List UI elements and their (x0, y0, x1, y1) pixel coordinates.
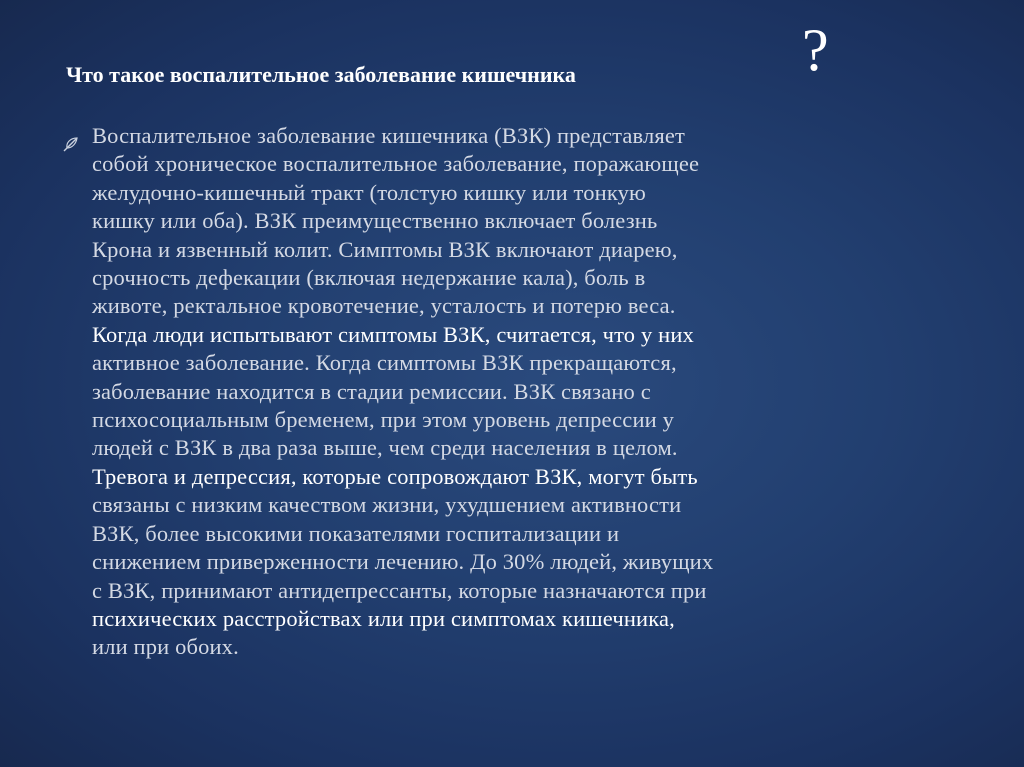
feather-bullet-icon (62, 135, 80, 153)
body-line: связаны с низким качеством жизни, ухудшением активности (92, 492, 682, 518)
body-line: психосоциальным бременем, при этом уровень депрессии у (92, 407, 675, 433)
body-line: психических расстройствах или при симптомах кишечника, (92, 605, 675, 631)
slide-body-text (92, 122, 922, 662)
body-line: кишку или оба). ВЗК преимущественно включает болезнь (92, 208, 658, 234)
body-line: Воспалительное заболевание кишечника (ВЗК) представляет (92, 123, 685, 148)
body-line: желудочно-кишечный тракт (толстую кишку или тонкую (92, 179, 646, 205)
body-line: собой хроническое воспалительное заболевание, поражающее (92, 151, 700, 177)
body-line: ВЗК, более высокими показателями госпитализации и (92, 520, 620, 546)
body-line: Крона и язвенный колит. Симптомы ВЗК включают диарею, (92, 236, 678, 262)
slide-title-area (66, 17, 966, 100)
body-line: снижением приверженности лечению. До 30% людей, живущих (92, 549, 714, 575)
body-line: Тревога и депрессия, которые сопровождают ВЗК, могут быть (92, 463, 698, 489)
body-line: животе, ректальное кровотечение, усталость и потерю веса. (92, 293, 676, 319)
body-line: людей с ВЗК в два раза выше, чем среди населения в целом. (92, 435, 678, 461)
body-line: Когда люди испытывают симптомы ВЗК, считается, что у них (92, 321, 694, 347)
body-line: или при обоих. (92, 634, 239, 660)
body-line: с ВЗК, принимают антидепрессанты, которые назначаются при (92, 577, 707, 603)
body-line: заболевание находится в стадии ремиссии. ВЗК связано с (92, 378, 651, 404)
body-line: срочность дефекации (включая недержание кала), боль в (92, 265, 646, 291)
body-line: активное заболевание. Когда симптомы ВЗК прекращаются, (92, 350, 677, 376)
slide-title: Что такое воспалительное заболевание кишечника (66, 62, 576, 87)
slide-title-question-mark: ? (802, 17, 829, 83)
